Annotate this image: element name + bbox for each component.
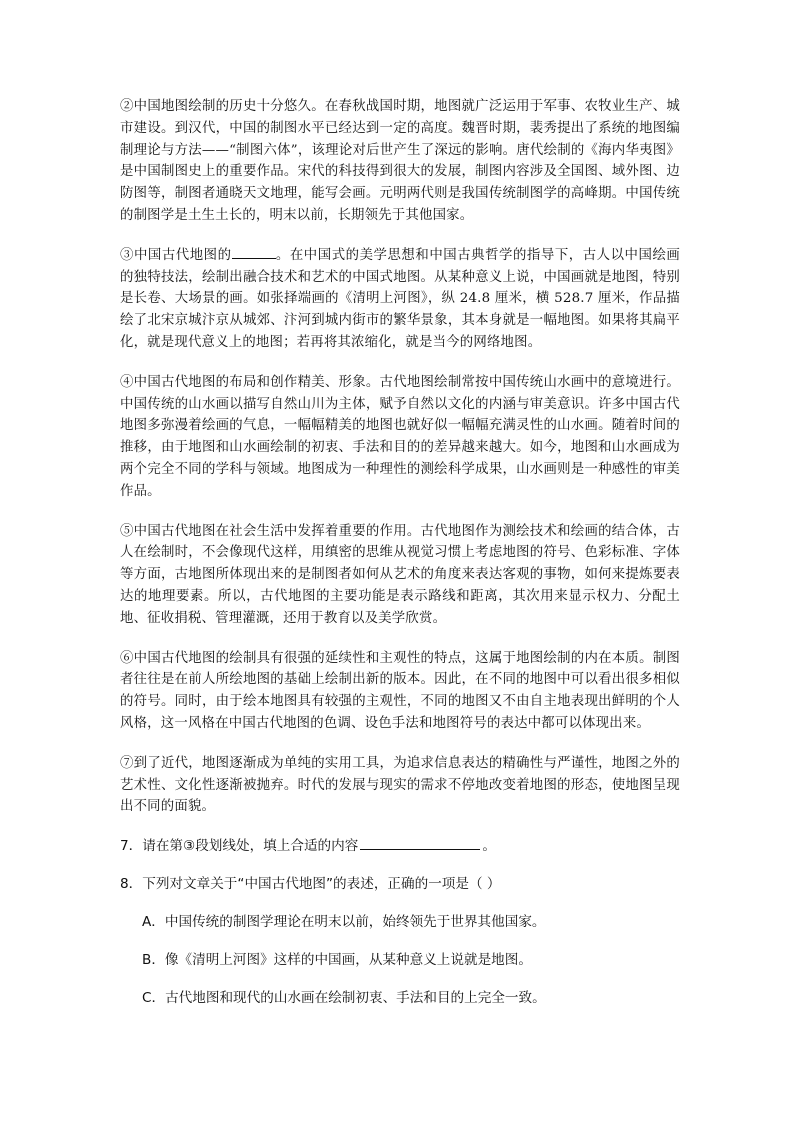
paragraph-3	[120, 245, 680, 354]
question-7-text: 7．请在第③段划线处，填上合适的内容	[120, 838, 359, 855]
option-c: C．古代地图和现代的山水画在绘制初衷、手法和目的上完全一致。	[142, 990, 546, 1007]
question-7-end: 。	[482, 838, 496, 855]
question-8-stem: 8．下列对文章关于“中国古代地图”的表述，正确的一项是（ ）	[120, 876, 501, 893]
question-7	[120, 836, 680, 856]
paragraph-6: ⑥中国古代地图的绘制具有很强的延续性和主观性的特点，这属于地图绘制的内在本质。制图者往往是在前人所绘地图的基础上绘制出新的版本。因此，在不同的地图中可以看出很多相似的符号。同时，由于绘本地图具有较强的主观性，不同的地图又不由自主地表现出鲜明的个人风格，这一风格在中国古代地图的色调、设色手法和地图符号的表达中都可以体现出来。	[120, 650, 680, 731]
option-b: B．像《清明上河图》这样的中国画，从某种意义上说就是地图。	[142, 952, 532, 969]
fill-in-blank	[232, 246, 276, 259]
paragraph-3-start: ③中国古代地图的	[120, 247, 232, 263]
paragraph-7: ⑦到了近代，地图逐渐成为单纯的实用工具，为追求信息表达的精确性与严谨性，地图之外的艺术性、文化性逐渐被抛弃。时代的发展与现实的需求不停地改变着地图的形态，使地图呈现出不同的面貌。	[120, 755, 680, 815]
document-page	[120, 96, 680, 1008]
paragraph-5: ⑤中国古代地图在社会生活中发挥着重要的作用。古代地图作为测绘技术和绘画的结合体，古人在绘制时，不会像现代这样，用缜密的思维从视觉习惯上考虑地图的符号、色彩标准、字体等方面，古地图所体现出来的是制图者如何从艺术的角度来表达客观的事物，如何来提炼要表达的地理要素。所以，古代地图的主要功能是表示路线和距离，其次用来显示权力、分配土地、征收捐税、管理灌溉，还用于教育以及美学欣赏。	[120, 523, 680, 626]
paragraph-3-rest: 。在中国式的美学思想和中国古典哲学的指导下，古人以中国绘画的独特技法，绘制出融合技术和艺术的中国式地图。从某种意义上说，中国画就是地图，特别是长卷、大场景的画。如张择端画的《清明上河图》，纵 24.8 厘米，横 528.7 厘米，作品描绘了北宋京城汴京从城郊、汴河到城内街市的繁华景象，其本身就是一幅地图。如果将其扁平化，就是现代意义上的地图；若再将其浓缩化，就是当今的网络地图。	[120, 247, 680, 350]
answer-blank	[360, 837, 480, 850]
paragraph-4: ④中国古代地图的布局和创作精美、形象。古代地图绘制常按中国传统山水画中的意境进行。中国传统的山水画以描写自然山川为主体，赋予自然以文化的内涵与审美意识。许多中国古代地图多弥漫着绘画的气息，一幅幅精美的地图也就好似一幅幅充满灵性的山水画。随着时间的推移，由于地图和山水画绘制的初衷、手法和目的的差异越来越大。如今，地图和山水画成为两个完全不同的学科与领域。地图成为一种理性的测绘科学成果，山水画则是一种感性的审美作品。	[120, 374, 680, 499]
paragraph-2: ②中国地图绘制的历史十分悠久。在春秋战国时期，地图就广泛运用于军事、农牧业生产、城市建设。到汉代，中国的制图水平已经达到一定的高度。魏晋时期，裴秀提出了系统的地图编制理论与方法——“制图六体”，该理论对后世产生了深远的影响。唐代绘制的《海内华夷图》是中国制图史上的重要作品。宋代的科技得到很大的发展，制图内容涉及全国图、域外图、边防图等，制图者通晓天文地理，能写会画。元明两代则是我国传统制图学的高峰期。中国传统的制图学是土生土长的，明末以前，长期领先于其他国家。	[120, 99, 680, 223]
option-a: A．中国传统的制图学理论在明末以前，始终领先于世界其他国家。	[142, 914, 546, 931]
